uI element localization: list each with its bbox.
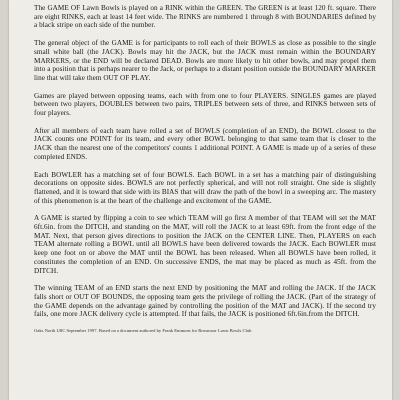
paragraph-bowls-bias: Each BOWLER has a matching set of four BOWLS. Each BOWL in a set has a matching pair of distinguishing decorations on opposite sides. BOWLS are not perfectly spherical, and will not roll straight. One side is slightly flattened, and it is toward that side with its BIAS that will draw the path of the bowl in a sweeping arc. The mastery of this phenomenon is at the heart of the challenge and excitement of the GAME.	[34, 170, 376, 205]
paragraph-scoring: After all members of each team have rolled a set of BOWLS (completion of an END), the BOWL closest to the JACK counts one POINT for its team, and every other BOWL belonging to that same team that is closer to the JACK than the nearest one of the competitors' counts 1 additional POINT. A GAME is made up of a series of these completed ENDS.	[34, 126, 376, 161]
paragraph-teams: Games are played between opposing teams, each with from one to four PLAYERS. SINGLES games are played between two players, DOUBLES between two pairs, TRIPLES between sets of three, and RINKS between sets of four players.	[34, 91, 376, 118]
paragraph-next-end: The winning TEAM of an END starts the next END by positioning the MAT and rolling the JACK. If the JACK falls short or OUT OF BOUNDS, the opposing team gets the privilege of rolling the JACK. (Part of the strategy of the GAME depends on the advantage gained by controlling the position of the MAT and JACK). If the second try fails, one more JACK delivery cycle is attempted. If that fails, the JACK is positioned 6ft.6in.from the DITCH.	[34, 284, 376, 319]
paragraph-game-start: A GAME is started by flipping a coin to see which TEAM will go first A member of that TEAM will set the MAT 6ft.6in. from the DITCH, and standing on the MAT, will roll the JACK to at least 69ft. from the front edge of the MAT. Next, that person gives directions to position the JACK on the CENTER LINE. Then, PLAYERS on each TEAM alternate rolling a BOWL until all BOWLS have been delivered towards the JACK. Each BOWLER must keep one foot on or above the MAT until the BOWL has been released. When all BOWLS have been rolled, it constitutes the completion of an END. On successive ENDS, the mat may be placed as much as 45ft. from the DITCH.	[34, 214, 376, 275]
paragraph-game-object: The general object of the GAME is for participants to roll each of their BOWLS as close as possible to the single small white ball (the JACK). Bowls may hit the JACK, but the JACK must remain within the BOUNDARY MARKERS, or the END will be declared DEAD. Bowls are more likely to hit other bowls, and may propel them into a position that is perhaps nearer to the Jack, or perhaps to a distant position outside the BOUNDARY MARKER line that will take them OUT OF PLAY.	[34, 39, 376, 82]
document-page	[9, 0, 392, 400]
paragraph-rink-description: The GAME OF Lawn Bowls is played on a RINK within the GREEN. The GREEN is at least 120 ft. square. There are eight RINKS, each at least 14 feet wide. The RINKS are numbered 1 through 8 with BOUNDARIES defined by a black stripe on each side of the number.	[34, 4, 376, 30]
document-footer: Oaks North LBC September 1997. Based on a document authored by Frank Emmons for Rossmoor Lawn Bowls Club	[34, 328, 252, 334]
